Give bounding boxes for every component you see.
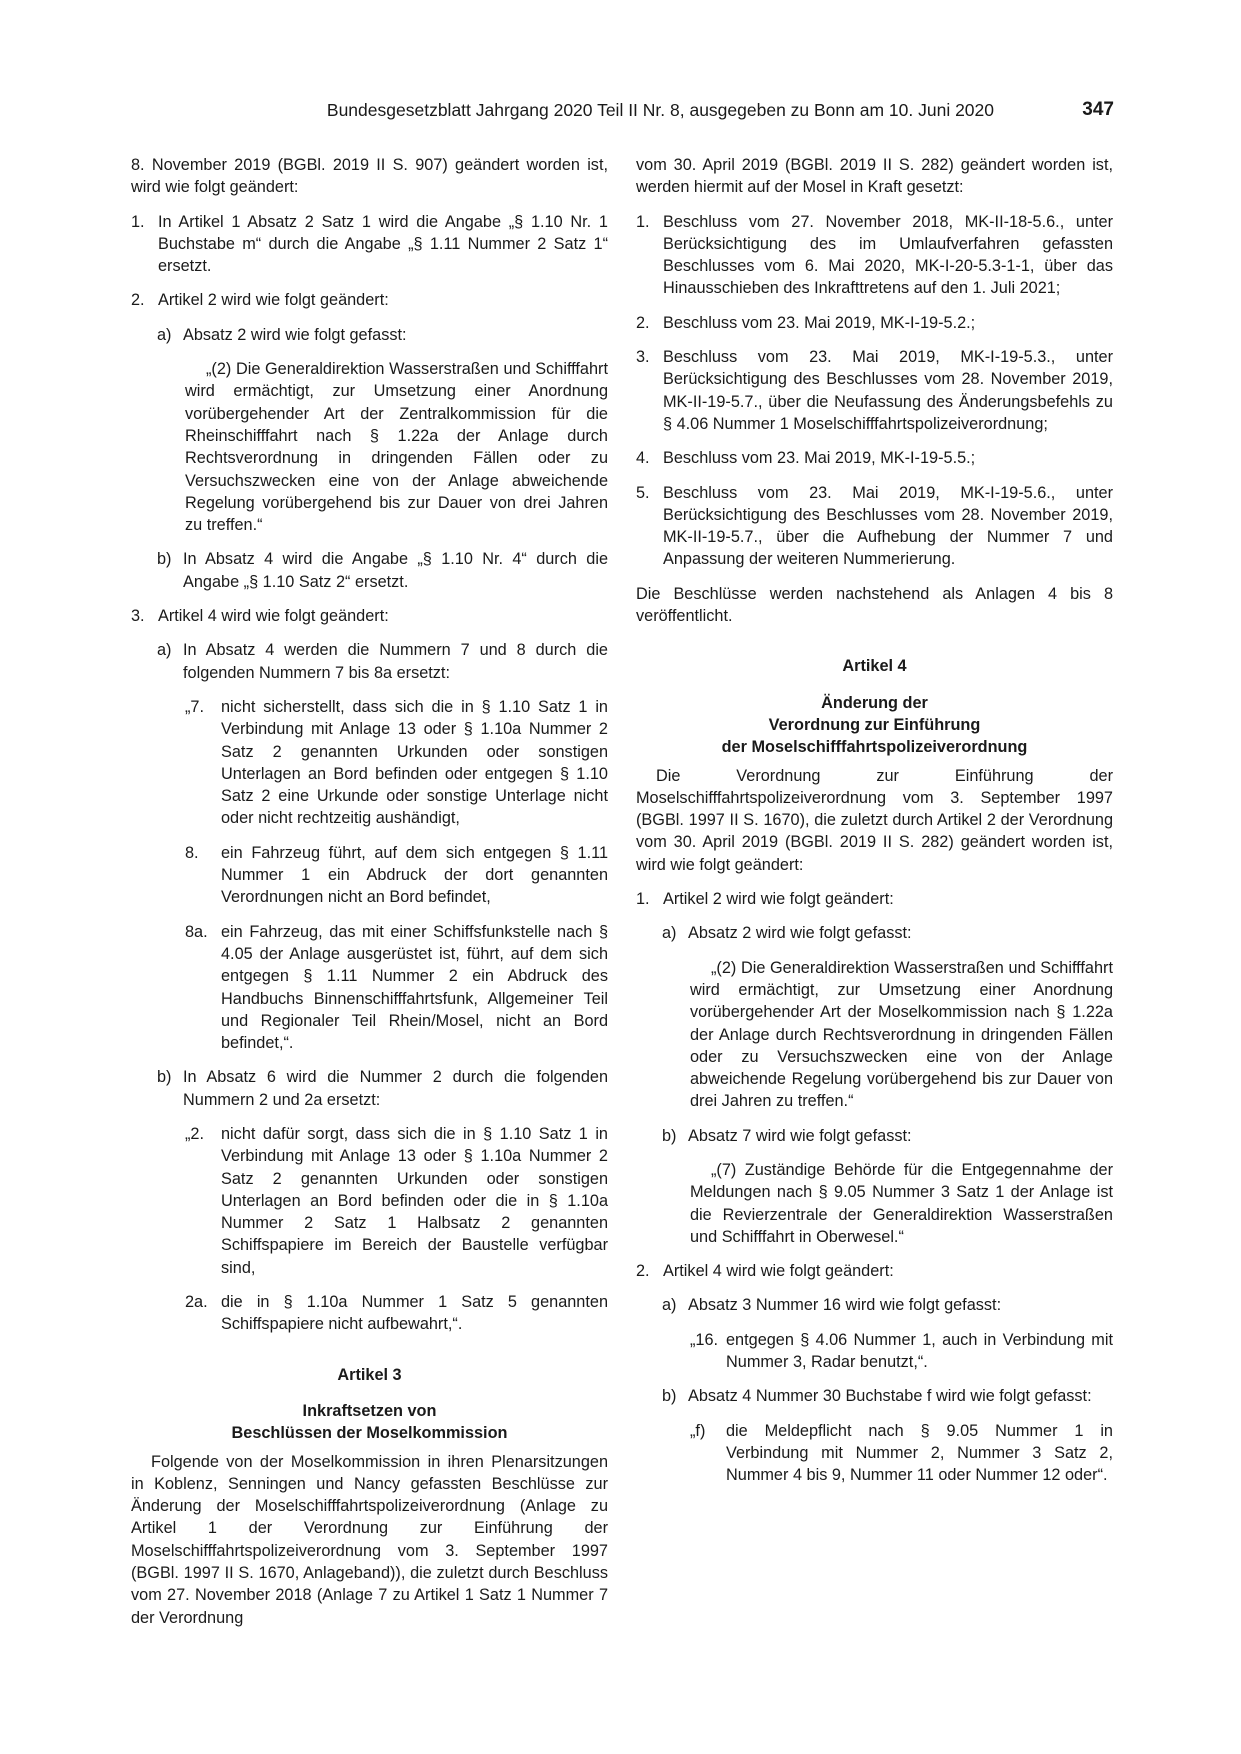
article-4-heading [636, 692, 1113, 759]
sub-item-letter: b) [662, 1387, 677, 1406]
quoted-item-text: nicht dafür sorgt, dass sich die in § 1.10 Satz 1 in Verbindung mit Anlage 13 oder § 1.10a Nummer 2 Satz 2 genannten Urkunden oder sonstigen Unterlagen an Bord befinden oder die in § 1.10a Nummer 2 Satz 1 Halbsatz 2 genannten Schiffspapiere im Bereich der Baustelle verfügbar sind, [221, 1124, 608, 1277]
item-number: 1. [131, 212, 145, 231]
sub-item-text: Absatz 2 wird wie folgt gefasst: [183, 325, 407, 344]
left-column [131, 154, 608, 1641]
quoted-item-number: „2. [185, 1124, 205, 1143]
quoted-text: „(2) Die Generaldirektion Wasserstraßen und Schifffahrt wird ermächtigt, zur Umsetzung einer Anordnung vorübergehender Art der Moselkommission nach § 1.22a der Anlage durch Rechtsverordnung in dringenden Fällen oder zu Versuchszwecken eine von der Anlage abweichende Regelung vorübergehend bis zur Dauer von drei Jahren zu treffen.“ [690, 958, 1113, 1111]
item-number: 2. [636, 1262, 650, 1281]
page-header [130, 100, 1114, 126]
item-number: 1. [636, 890, 650, 909]
sub-item-letter: b) [662, 1126, 677, 1145]
page-number: 347 [1082, 99, 1114, 120]
item-number: 2. [131, 291, 145, 310]
quoted-item [185, 921, 608, 1055]
article-4-intro: Die Verordnung zur Einführung der Moselschifffahrtspolizeiverordnung vom 3. September 1997 (BGBl. 1997 II S. 1670), die zuletzt durch Artikel 2 der Verordnung vom 30. April 2019 (BGBl. 2019 II S. 282) geändert worden ist, wird wie folgt geändert: [636, 766, 1113, 874]
heading-line: der Moselschifffahrtspolizeiverordnung [721, 738, 1028, 757]
sub-item-text: Absatz 7 wird wie folgt gefasst: [688, 1126, 912, 1145]
sub-item-text: Absatz 2 wird wie folgt gefasst: [688, 924, 912, 943]
item-number: 5. [636, 483, 650, 502]
quoted-item-number: „16. [690, 1330, 719, 1349]
item-number: 3. [636, 348, 650, 367]
item-text: Beschluss vom 23. Mai 2019, MK-I-19-5.2.; [663, 313, 976, 332]
article-3-heading [131, 1400, 608, 1445]
sub-item [157, 639, 608, 684]
quoted-item-text: nicht sicherstellt, dass sich die in § 1.10 Satz 1 in Verbindung mit Anlage 13 oder § 1.10a Nummer 2 Satz 2 genannten Urkunden oder sonstigen Unterlagen an Bord befinden oder entgegen § 1.10 Satz 2 eine Urkunde oder sonstige Unterlage nicht oder nicht rechtzeitig aushändigt, [221, 697, 608, 828]
sub-item-letter: a) [157, 325, 172, 344]
quoted-text: „(2) Die Generaldirektion Wasserstraßen und Schifffahrt wird ermächtigt, zur Umsetzung einer Anordnung vorübergehender Art der Zentralkommission für die Rheinschifffahrt nach § 1.22a der Anlage durch Rechtsverordnung in dringenden Fällen oder zu Versuchszwecken eine von der Anlage abweichende Regelung vorübergehend bis zur Dauer von drei Jahren zu treffen.“ [185, 360, 608, 535]
item-number: 1. [636, 212, 650, 231]
gazette-title: Bundesgesetzblatt Jahrgang 2020 Teil II Nr. 8, ausgegeben zu Bonn am 10. Juni 2020 [326, 100, 994, 120]
sub-item [662, 922, 1113, 944]
list-item [131, 211, 608, 278]
quoted-text: „(7) Zuständige Behörde für die Entgegennahme der Meldungen nach § 9.05 Nummer 3 Satz 1 der Anlage ist die Revierzentrale der Generaldirektion Wasserstraßen und Schifffahrt in Oberwesel.“ [690, 1160, 1113, 1246]
quoted-item-text: ein Fahrzeug führt, auf dem sich entgegen § 1.11 Nummer 1 ein Abdruck der dort genannten Verordnungen nicht an Bord befindet, [221, 843, 608, 907]
quoted-item-text: ein Fahrzeug, das mit einer Schiffsfunkstelle nach § 4.05 der Anlage ausgerüstet ist, führt, auf dem sich entgegen § 1.11 Nummer 2 ein Abdruck des Handbuchs Binnenschifffahrtsfunk, Allgemeiner Teil und Regionaler Teil Rhein/Mosel, nicht an Bord befindet,“. [221, 922, 608, 1053]
quoted-item [690, 1420, 1113, 1487]
right-column [636, 154, 1113, 1499]
list-item [636, 211, 1113, 300]
quoted-item-number: „f) [690, 1421, 706, 1440]
sub-item [662, 1385, 1113, 1407]
item-text: Beschluss vom 23. Mai 2019, MK-I-19-5.3., unter Berücksichtigung des Beschlusses vom 28. November 2019, MK-II-19-5.7., über die Neufassung des Änderungsbefehls zu § 4.06 Nummer 1 Moselschifffahrtspolizeiverordnung; [663, 348, 1113, 433]
sub-item-letter: a) [662, 924, 677, 943]
sub-item [157, 1066, 608, 1111]
item-text: Beschluss vom 23. Mai 2019, MK-I-19-5.6., unter Berücksichtigung des Beschlusses vom 28. November 2019, MK-II-19-5.7., über die Aufhebung der Nummer 7 und Anpassung der weiteren Nummerierung. [663, 483, 1113, 569]
sub-item-letter: b) [157, 1068, 172, 1087]
list-item [636, 312, 1113, 334]
sub-item [662, 1125, 1113, 1147]
list-item [636, 447, 1113, 469]
quoted-item-number: 2a. [185, 1293, 208, 1312]
sub-item-text: In Absatz 6 wird die Nummer 2 durch die folgenden Nummern 2 und 2a ersetzt: [183, 1068, 608, 1109]
continued-paragraph: vom 30. April 2019 (BGBl. 2019 II S. 282) geändert worden ist, werden hiermit auf der Mosel in Kraft gesetzt: [636, 156, 1113, 197]
list-item [636, 346, 1113, 435]
item-number: 4. [636, 449, 650, 468]
item-number: 2. [636, 313, 650, 332]
item-text: In Artikel 1 Absatz 2 Satz 1 wird die Angabe „§ 1.10 Nr. 1 Buchstabe m“ durch die Angabe „§ 1.11 Nummer 2 Satz 1“ ersetzt. [158, 212, 608, 276]
quoted-item-number: 8. [185, 843, 199, 862]
article-3-text: Folgende von der Moselkommission in ihren Plenarsitzungen in Koblenz, Senningen und Nancy gefassten Beschlüsse zur Änderung der Moselschifffahrtspolizeiverordnung (Anlage zu Artikel 1 der Verordnung zur Einführung der Moselschifffahrtspolizeiverordnung vom 3. September 1997 (BGBl. 1997 II S. 1670, Anlageband)), die zuletzt durch Beschluss vom 27. November 2018 (Anlage 7 zu Artikel 1 Satz 1 Nummer 7 der Verordnung [131, 1452, 608, 1627]
sub-item [157, 324, 608, 346]
item-number: 3. [131, 607, 145, 626]
sub-item-text: In Absatz 4 werden die Nummern 7 und 8 durch die folgenden Nummern 7 bis 8a ersetzt: [183, 641, 608, 682]
sub-item-text: Absatz 4 Nummer 30 Buchstabe f wird wie folgt gefasst: [688, 1387, 1092, 1406]
article-4-title: Artikel 4 [842, 657, 907, 676]
sub-item [662, 1294, 1113, 1316]
sub-item-letter: b) [157, 550, 172, 569]
item-text: Beschluss vom 23. Mai 2019, MK-I-19-5.5.; [663, 449, 976, 468]
list-item [131, 605, 608, 627]
quoted-item-text: entgegen § 4.06 Nummer 1, auch in Verbindung mit Nummer 3, Radar benutzt,“. [726, 1330, 1113, 1372]
publication-note: Die Beschlüsse werden nachstehend als Anlagen 4 bis 8 veröffentlicht. [636, 584, 1113, 626]
item-text: Artikel 4 wird wie folgt geändert: [158, 607, 389, 626]
list-item [636, 482, 1113, 571]
sub-item-letter: a) [157, 641, 172, 660]
quoted-item-text: die in § 1.10a Nummer 1 Satz 5 genannten Schiffspapiere nicht aufbewahrt,“. [221, 1293, 608, 1334]
item-text: Beschluss vom 27. November 2018, MK-II-18-5.6., unter Berücksichtigung des im Umlaufverfahren gefassten Beschlusses vom 6. Mai 2020, MK-I-20-5.3-1-1, über das Hinausschieben des Inkrafttretens auf den 1. Juli 2021; [663, 212, 1113, 298]
list-item [636, 1260, 1113, 1282]
quoted-item [185, 696, 608, 830]
sub-item-text: In Absatz 4 wird die Angabe „§ 1.10 Nr. 4“ durch die Angabe „§ 1.10 Satz 2“ ersetzt. [183, 550, 608, 591]
heading-line: Änderung der [821, 693, 928, 712]
sub-item [157, 548, 608, 593]
article-3-title: Artikel 3 [337, 1365, 402, 1384]
quoted-item-number: „7. [185, 697, 205, 716]
item-text: Artikel 4 wird wie folgt geändert: [663, 1262, 894, 1281]
sub-item-letter: a) [662, 1296, 677, 1315]
item-text: Artikel 2 wird wie folgt geändert: [663, 890, 894, 909]
intro-paragraph: 8. November 2019 (BGBl. 2019 II S. 907) geändert worden ist, wird wie folgt geändert: [131, 156, 608, 197]
quoted-item [185, 1291, 608, 1336]
item-text: Artikel 2 wird wie folgt geändert: [158, 291, 389, 310]
quoted-item [185, 842, 608, 909]
heading-line: Verordnung zur Einführung [768, 715, 981, 734]
quoted-item [185, 1123, 608, 1279]
list-item [131, 289, 608, 311]
heading-line: Beschlüssen der Moselkommission [231, 1424, 508, 1443]
quoted-item-text: die Meldepflicht nach § 9.05 Nummer 1 in Verbindung mit Nummer 2, Nummer 3 Satz 2, Nummer 4 bis 9, Nummer 11 oder Nummer 12 oder“. [726, 1421, 1113, 1485]
sub-item-text: Absatz 3 Nummer 16 wird wie folgt gefasst: [688, 1296, 1002, 1315]
quoted-item [690, 1329, 1113, 1374]
quoted-item-number: 8a. [185, 922, 208, 941]
heading-line: Inkraftsetzen von [302, 1401, 437, 1420]
list-item [636, 888, 1113, 910]
